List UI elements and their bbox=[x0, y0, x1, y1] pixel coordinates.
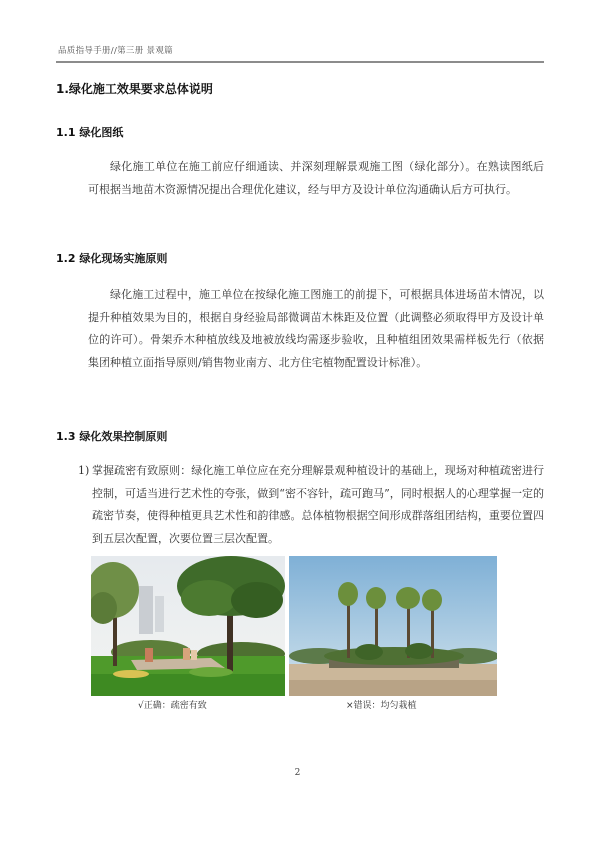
header-rule bbox=[56, 61, 544, 63]
section-heading-1-3: 1.3 绿化效果控制原则 bbox=[56, 430, 168, 443]
section-heading-1: 1.绿化施工效果要求总体说明 bbox=[56, 82, 213, 96]
photo-correct-planting bbox=[91, 556, 285, 696]
paragraph-1-2: 绿化施工过程中，施工单位在按绿化施工图施工的前提下，可根据具体进场苗木情况，以提升种植效果为目的，根据自身经验局部微调苗木株距及位置（此调整必须取得甲方及设计单位的许可）。骨架乔木种植放线及地被放线均需逐步验收，且种植组团效果需样板先行（依据集团种植立面指导原则/销售物业南方、北方住宅植物配置设计标准）。 bbox=[88, 288, 544, 369]
photo-correct-planting-image bbox=[91, 556, 285, 696]
running-header: 品质指导手册//第三册 景观篇 bbox=[58, 46, 173, 56]
caption-correct: √正确：疏密有致 bbox=[138, 701, 207, 711]
photo-wrong-planting-image bbox=[289, 556, 497, 696]
list-item bbox=[78, 460, 544, 550]
caption-wrong: ×错误：均匀栽植 bbox=[346, 701, 417, 711]
page-number: 2 bbox=[294, 768, 301, 778]
photo-wrong-planting bbox=[289, 556, 497, 696]
list-item-number: 1) bbox=[78, 464, 90, 477]
section-heading-1-2: 1.2 绿化现场实施原则 bbox=[56, 252, 168, 265]
paragraph-1-1: 绿化施工单位在施工前应仔细通读、并深刻理解景观施工图（绿化部分）。在熟读图纸后可根据当地苗木资源情况提出合理优化建议，经与甲方及设计单位沟通确认后方可执行。 bbox=[88, 160, 544, 196]
section-heading-1-1: 1.1 绿化图纸 bbox=[56, 126, 124, 139]
list-item-text: 掌握疏密有致原则：绿化施工单位应在充分理解景观种植设计的基础上，现场对种植疏密进行控制，可适当进行艺术性的夸张，做到“密不容针，疏可跑马”，同时根据人的心理掌握一定的疏密节奏，使得种植更具艺术性和韵律感。总体植物根据空间形成群落组团结构，重要位置四到五层次配置，次要位置三层次配置。 bbox=[92, 464, 544, 545]
